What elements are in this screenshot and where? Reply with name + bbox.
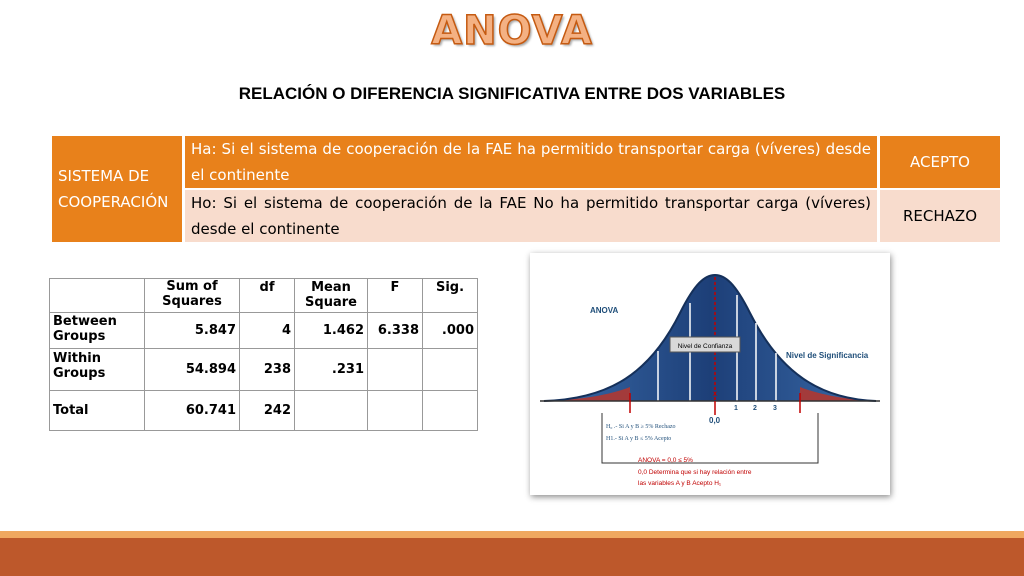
table-cell [295, 391, 368, 431]
table-header: Sig. [423, 279, 478, 313]
table-cell: .000 [423, 313, 478, 349]
table-row [50, 313, 478, 349]
h0-line: H₀ .- Si A y B ≥ 5% Rechazo [606, 424, 676, 430]
significance-label: Nivel de Significancia [786, 351, 869, 360]
page-subtitle: RELACIÓN O DIFERENCIA SIGNIFICATIVA ENTRE DOS VARIABLES [238, 84, 786, 103]
anova-table [49, 278, 478, 431]
table-row [50, 391, 478, 431]
table-cell [423, 349, 478, 391]
tick-label: 1 [734, 405, 738, 412]
ha-text: Ha: Si el sistema de cooperación de la FAE ha permitido transportar carga (víveres) desde el continente [185, 136, 880, 190]
figure-anova-label: ANOVA [590, 306, 619, 315]
hypothesis-label: SISTEMA DE COOPERACIÓN [52, 136, 185, 242]
table-header [50, 279, 145, 313]
ha-decision: ACEPTO [880, 136, 1000, 190]
page-title: ANOVA [431, 8, 593, 54]
table-cell: 4 [240, 313, 295, 349]
table-cell: 1.462 [295, 313, 368, 349]
table-cell: 60.741 [145, 391, 240, 431]
tick-label: 3 [773, 405, 777, 412]
ho-text: Ho: Si el sistema de cooperación de la FAE No ha permitido transportar carga (víveres) desde el continente [185, 190, 880, 242]
table-cell: 238 [240, 349, 295, 391]
table-cell: 242 [240, 391, 295, 431]
table-cell: Between Groups [50, 313, 145, 349]
table-header: df [240, 279, 295, 313]
x-mark: x [713, 389, 717, 398]
anova-rule: ANOVA = 0,0 ≤ 5% [638, 457, 693, 464]
footer-accent-bar [0, 531, 1024, 538]
table-cell: Within Groups [50, 349, 145, 391]
table-header: Mean Square [295, 279, 368, 313]
tick-label: 2 [753, 405, 757, 412]
table-cell: .231 [295, 349, 368, 391]
table-cell [423, 391, 478, 431]
h1-line: H1.- Si A y B ≤ 5% Acepto [606, 436, 672, 442]
confidence-label: Nivel de Confianza [677, 343, 733, 350]
conclusion-line-1: 0,0 Determina que si hay relación entre [638, 469, 752, 476]
zero-label: 0,0 [709, 416, 721, 425]
table-header: F [368, 279, 423, 313]
table-cell: Total [50, 391, 145, 431]
ho-decision: RECHAZO [880, 190, 1000, 242]
footer-bar [0, 538, 1024, 576]
table-row [50, 349, 478, 391]
table-cell [368, 391, 423, 431]
table-cell: 6.338 [368, 313, 423, 349]
conclusion-line-2: las variables A y B Acepto H₁ [638, 480, 722, 487]
table-cell: 5.847 [145, 313, 240, 349]
anova-distribution-figure [530, 253, 890, 495]
distribution-curve-graphic [530, 253, 890, 495]
table-header: Sum of Squares [145, 279, 240, 313]
table-cell [368, 349, 423, 391]
hypothesis-table [52, 136, 1000, 242]
table-cell: 54.894 [145, 349, 240, 391]
